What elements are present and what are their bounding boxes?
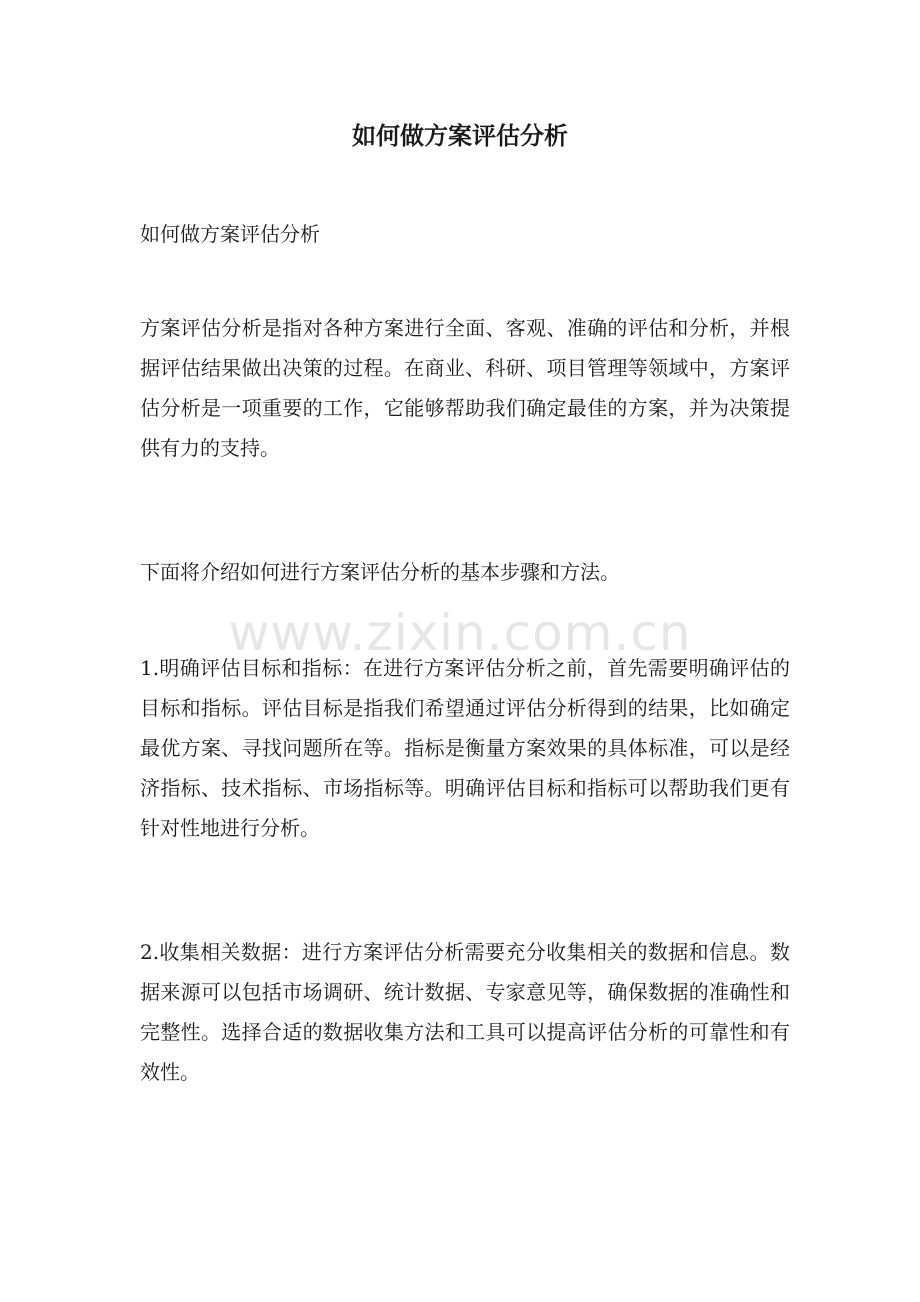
document-title: 如何做方案评估分析 <box>352 121 568 150</box>
document-subtitle: 如何做方案评估分析 <box>140 222 320 246</box>
paragraph-overview: 下面将介绍如何进行方案评估分析的基本步骤和方法。 <box>140 560 620 584</box>
paragraph-intro: 方案评估分析是指对各种方案进行全面、客观、准确的评估和分析，并根据评估结果做出决策的过程。在商业、科研、项目管理等领域中，方案评估分析是一项重要的工作，它能够帮助我们确定最佳的方案，并为决策提供有力的支持。 <box>140 316 790 460</box>
watermark: www.zixin.com.cn <box>228 604 692 662</box>
paragraph-step-1: 1.明确评估目标和指标：在进行方案评估分析之前，首先需要明确评估的目标和指标。评估目标是指我们希望通过评估分析得到的结果，比如确定最优方案、寻找问题所在等。指标是衡量方案效果的具体标准，可以是经济指标、技术指标、市场指标等。明确评估目标和指标可以帮助我们更有针对性地进行分析。 <box>140 656 790 840</box>
paragraph-step-2: 2.收集相关数据：进行方案评估分析需要充分收集相关的数据和信息。数据来源可以包括市场调研、统计数据、专家意见等，确保数据的准确性和完整性。选择合适的数据收集方法和工具可以提高评估分析的可靠性和有效性。 <box>140 940 790 1084</box>
